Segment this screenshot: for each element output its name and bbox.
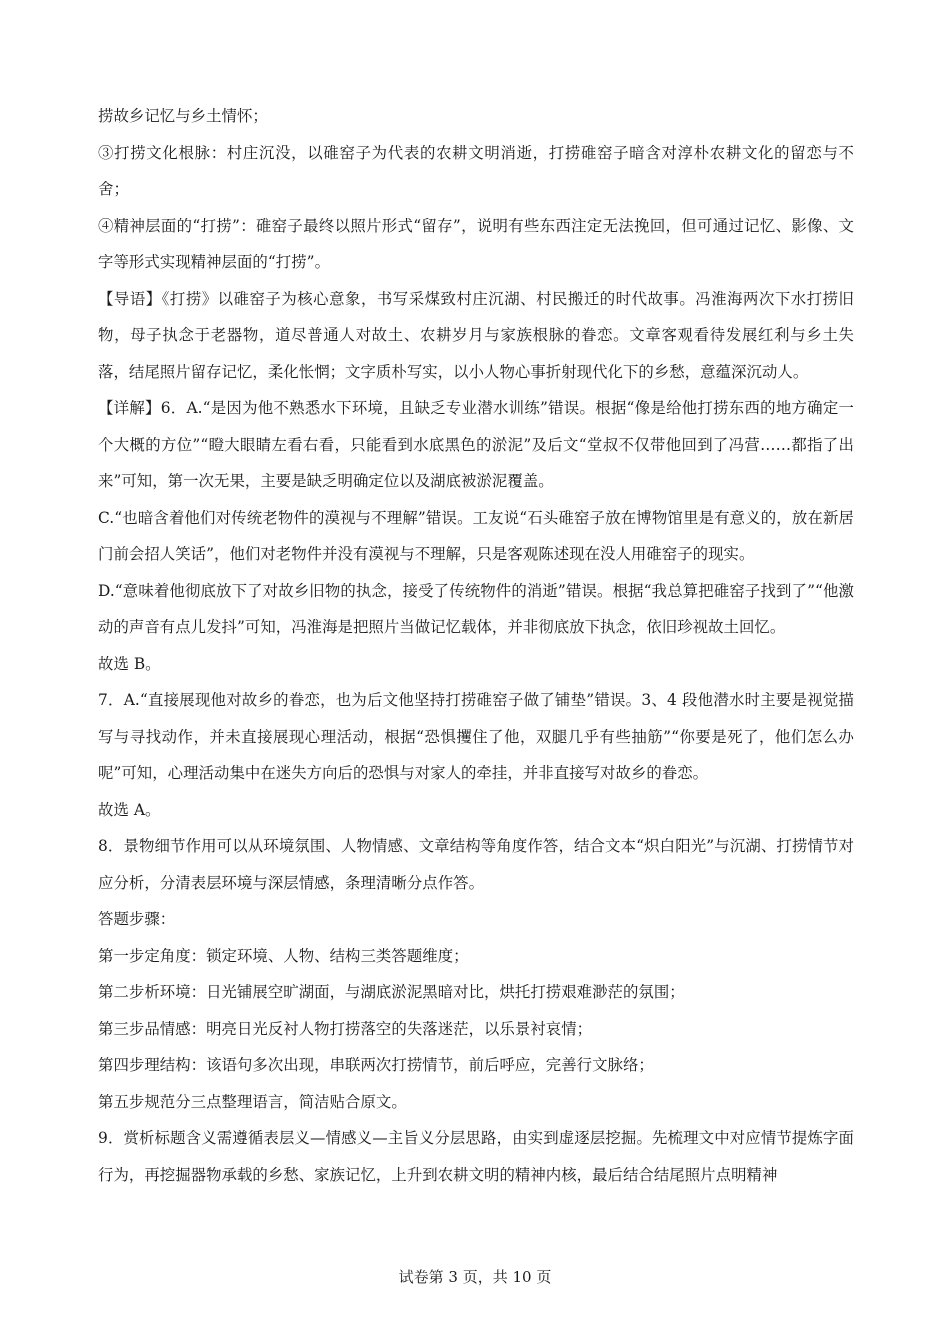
paragraph-explain-q6-a: 【详解】6．A.“是因为他不熟悉水下环境，且缺乏专业潜水训练”错误。根据“像是给他打捞东西的地方确定一个大概的方位”“瞪大眼睛左看右看，只能看到水底黑色的淤泥”及后文“堂叔不仅带他回到了冯营……都指了出来”可知，第一次无果，主要是缺乏明确定位以及湖底被淤泥覆盖。	[98, 399, 854, 490]
paragraph-answer-q6: 故选 B。	[98, 654, 161, 673]
answer-content	[98, 98, 854, 1193]
paragraph-point-4: ④精神层面的“打捞”：碓窑子最终以照片形式“留存”，说明有些东西注定无法挽回，但可通过记忆、影像、文字等形式实现精神层面的“打捞”。	[98, 216, 854, 271]
paragraph-step-3: 第三步品情感：明亮日光反衬人物打捞落空的失落迷茫，以乐景衬哀情；	[98, 1019, 593, 1038]
paragraph-step-1: 第一步定角度：锁定环境、人物、结构三类答题维度；	[98, 946, 469, 965]
paragraph-explain-q7: 7．A.“直接展现他对故乡的眷恋，也为后文他坚持打捞碓窑子做了铺垫”错误。3、4 段他潜水时主要是视觉描写与寻找动作，并未直接展现心理活动，根据“恐惧攫住了他，双腿几乎有些抽筋”“你要是死了，他们怎么办呢”可知，心理活动集中在迷失方向后的恐惧与对家人的牵挂，并非直接写对故乡的眷恋。	[98, 691, 854, 782]
paragraph-steps-heading: 答题步骤：	[98, 910, 176, 928]
paragraph-explain-q6-c: C.“也暗含着他们对传统老物件的漠视与不理解”错误。工友说“石头碓窑子放在博物馆里是有意义的，放在新居门前会招人笑话”，他们对老物件并没有漠视与不理解，只是客观陈述现在没人用碓窑子的现实。	[98, 508, 854, 563]
paragraph-answer-q7: 故选 A。	[98, 800, 161, 819]
paragraph-step-2: 第二步析环境：日光铺展空旷湖面，与湖底淤泥黑暗对比，烘托打捞艰难渺茫的氛围；	[98, 983, 685, 1001]
page-footer: 试卷第 3 页，共 10 页	[398, 1268, 552, 1286]
paragraph-intro: 【导语】《打捞》以碓窑子为核心意象，书写采煤致村庄沉湖、村民搬迁的时代故事。冯淮海两次下水打捞旧物，母子执念于老器物，道尽普通人对故土、农耕岁月与家族根脉的眷恋。文章客观看待发展红利与乡土失落，结尾照片留存记忆，柔化怅惘；文字质朴写实，以小人物心事折射现代化下的乡愁，意蕴深沉动人。	[98, 289, 854, 381]
paragraph-step-4: 第四步理结构：该语句多次出现，串联两次打捞情节，前后呼应，完善行文脉络；	[98, 1056, 654, 1074]
paragraph-explain-q6-d: D.“意味着他彻底放下了对故乡旧物的执念，接受了传统物件的消逝”错误。根据“我总算把碓窑子找到了”“他激动的声音有点儿发抖”可知，冯淮海是把照片当做记忆载体，并非彻底放下执念，依旧珍视故土回忆。	[98, 581, 854, 636]
paragraph-explain-q8: 8．景物细节作用可以从环境氛围、人物情感、文章结构等角度作答，结合文本“炽白阳光”与沉湖、打捞情节对应分析，分清表层环境与深层情感，条理清晰分点作答。	[98, 837, 854, 892]
paragraph-explain-q9: 9．赏析标题含义需遵循表层义—情感义—主旨义分层思路，由实到虚逐层挖掘。先梳理文中对应情节提炼字面行为，再挖掘器物承载的乡愁、家族记忆，上升到农耕文明的精神内核，最后结合结尾照片点明精神	[98, 1129, 854, 1184]
paragraph-continuation: 捞故乡记忆与乡土情怀；	[98, 107, 268, 125]
paragraph-step-5: 第五步规范分三点整理语言，简洁贴合原文。	[98, 1092, 407, 1111]
paragraph-point-3: ③打捞文化根脉：村庄沉没，以碓窑子为代表的农耕文明消逝，打捞碓窑子暗含对淳朴农耕文化的留恋与不舍；	[98, 143, 854, 198]
